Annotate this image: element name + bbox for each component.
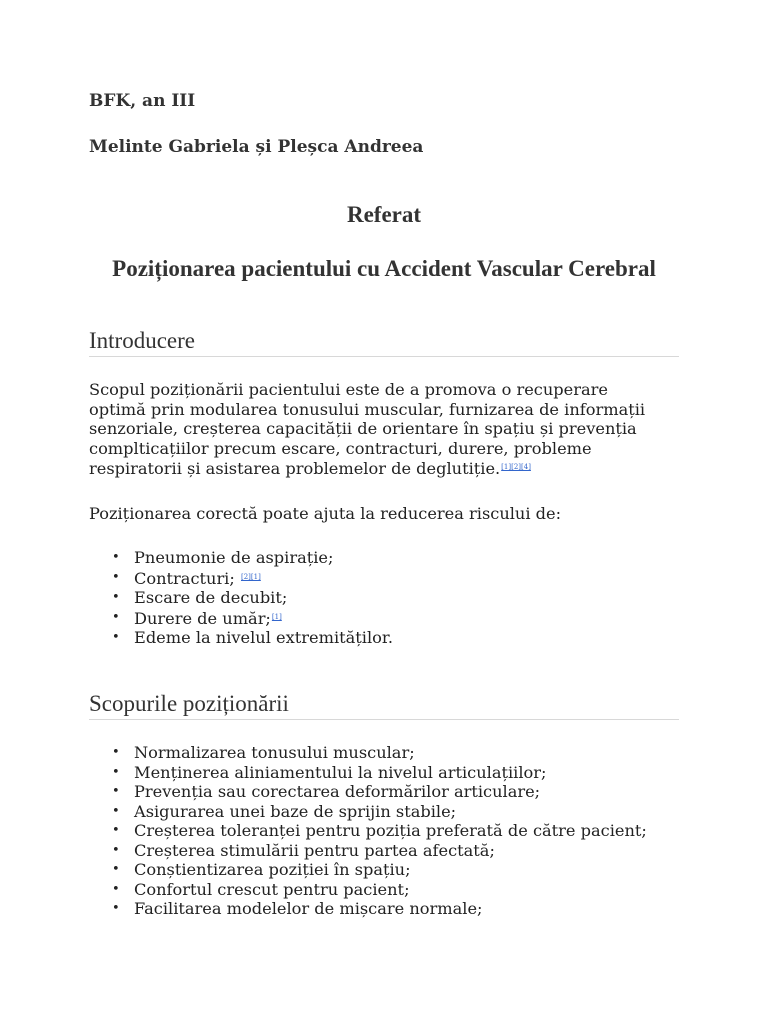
intro-line: senzoriale, creșterea capacității de orientare în spațiu și prevenția <box>89 419 637 438</box>
document-main-title: Poziționarea pacientului cu Accident Vascular Cerebral <box>112 256 656 281</box>
list-item <box>112 899 734 919</box>
bullet-icon: • <box>112 784 120 799</box>
list-item-text: Menținerea aliniamentului la nivelul articulațiilor; <box>134 762 547 782</box>
intro-line: Scopul poziționării pacientului este de a promova o recuperare <box>89 380 608 399</box>
section-heading-introducere: Introducere <box>89 328 679 357</box>
list-item-text: Facilitarea modelelor de mișcare normale; <box>134 899 483 918</box>
bullet-icon: • <box>112 590 120 605</box>
list-item <box>112 762 734 783</box>
intro-line-last <box>89 458 679 479</box>
list-item <box>112 568 734 589</box>
bullet-icon: • <box>112 803 120 819</box>
list-item <box>112 840 734 861</box>
list-item <box>112 782 734 802</box>
list-item-text: Creșterea toleranței pentru poziția preferată de către pacient; <box>134 821 647 840</box>
list-item <box>112 548 734 568</box>
risk-list <box>89 548 734 648</box>
intro-paragraph <box>89 380 679 479</box>
intro-line: optimă prin modularea tonusului muscular, furnizarea de informații <box>89 399 646 419</box>
citation-link[interactable]: [1][2][4] <box>501 463 531 471</box>
citation-link[interactable]: [1] <box>271 612 282 621</box>
goals-list <box>89 743 734 919</box>
list-item-text: Edeme la nivelul extremităților. <box>134 628 393 647</box>
list-item-text: Pneumonie de aspirație; <box>134 548 334 567</box>
bullet-icon: • <box>112 881 120 897</box>
bullet-icon: • <box>112 745 120 760</box>
bullet-icon: • <box>112 764 120 780</box>
list-item <box>112 743 734 763</box>
intro-line-text: respiratorii și asistarea problemelor de deglutiție. <box>89 459 501 478</box>
bullet-icon: • <box>112 901 120 916</box>
list-item-text: Durere de umăr; <box>134 608 271 628</box>
list-item <box>112 821 734 841</box>
list-item <box>112 801 734 822</box>
document-kind-title: Referat <box>346 202 422 227</box>
list-item-text: Normalizarea tonusului muscular; <box>134 743 415 762</box>
bullet-icon: • <box>112 569 120 585</box>
list-item <box>112 879 734 900</box>
list-item-text: Escare de decubit; <box>134 588 288 607</box>
list-item-text: Conștientizarea poziției în spațiu; <box>134 860 411 879</box>
risk-intro-text: Poziționarea corectă poate ajuta la reducerea riscului de: <box>89 504 562 523</box>
list-item-text: Confortul crescut pentru pacient; <box>134 879 410 899</box>
list-item-text: Asigurarea unei baze de sprijin stabile; <box>134 801 457 821</box>
bullet-icon: • <box>112 842 120 858</box>
bullet-icon: • <box>112 862 120 877</box>
bullet-icon: • <box>112 550 120 565</box>
bullet-icon: • <box>112 823 120 838</box>
list-item <box>112 628 734 648</box>
bullet-icon: • <box>112 630 120 645</box>
authors-label: Melinte Gabriela și Pleșca Andreea <box>89 137 424 157</box>
list-item <box>112 860 734 880</box>
citation-link[interactable]: [2][1] <box>240 572 261 581</box>
section-heading-scopuri: Scopurile poziționării <box>89 691 679 720</box>
list-item-text: Prevenția sau corectarea deformărilor articulare; <box>134 782 541 801</box>
course-label: BFK, an III <box>89 91 196 111</box>
list-item-text: Contracturi; <box>134 568 235 588</box>
bullet-icon: • <box>112 609 120 625</box>
intro-line: complticațiilor precum escare, contracturi, durere, probleme <box>89 438 592 458</box>
list-item <box>112 588 734 608</box>
list-item-text: Creșterea stimulării pentru partea afectată; <box>134 840 495 860</box>
list-item <box>112 608 734 629</box>
